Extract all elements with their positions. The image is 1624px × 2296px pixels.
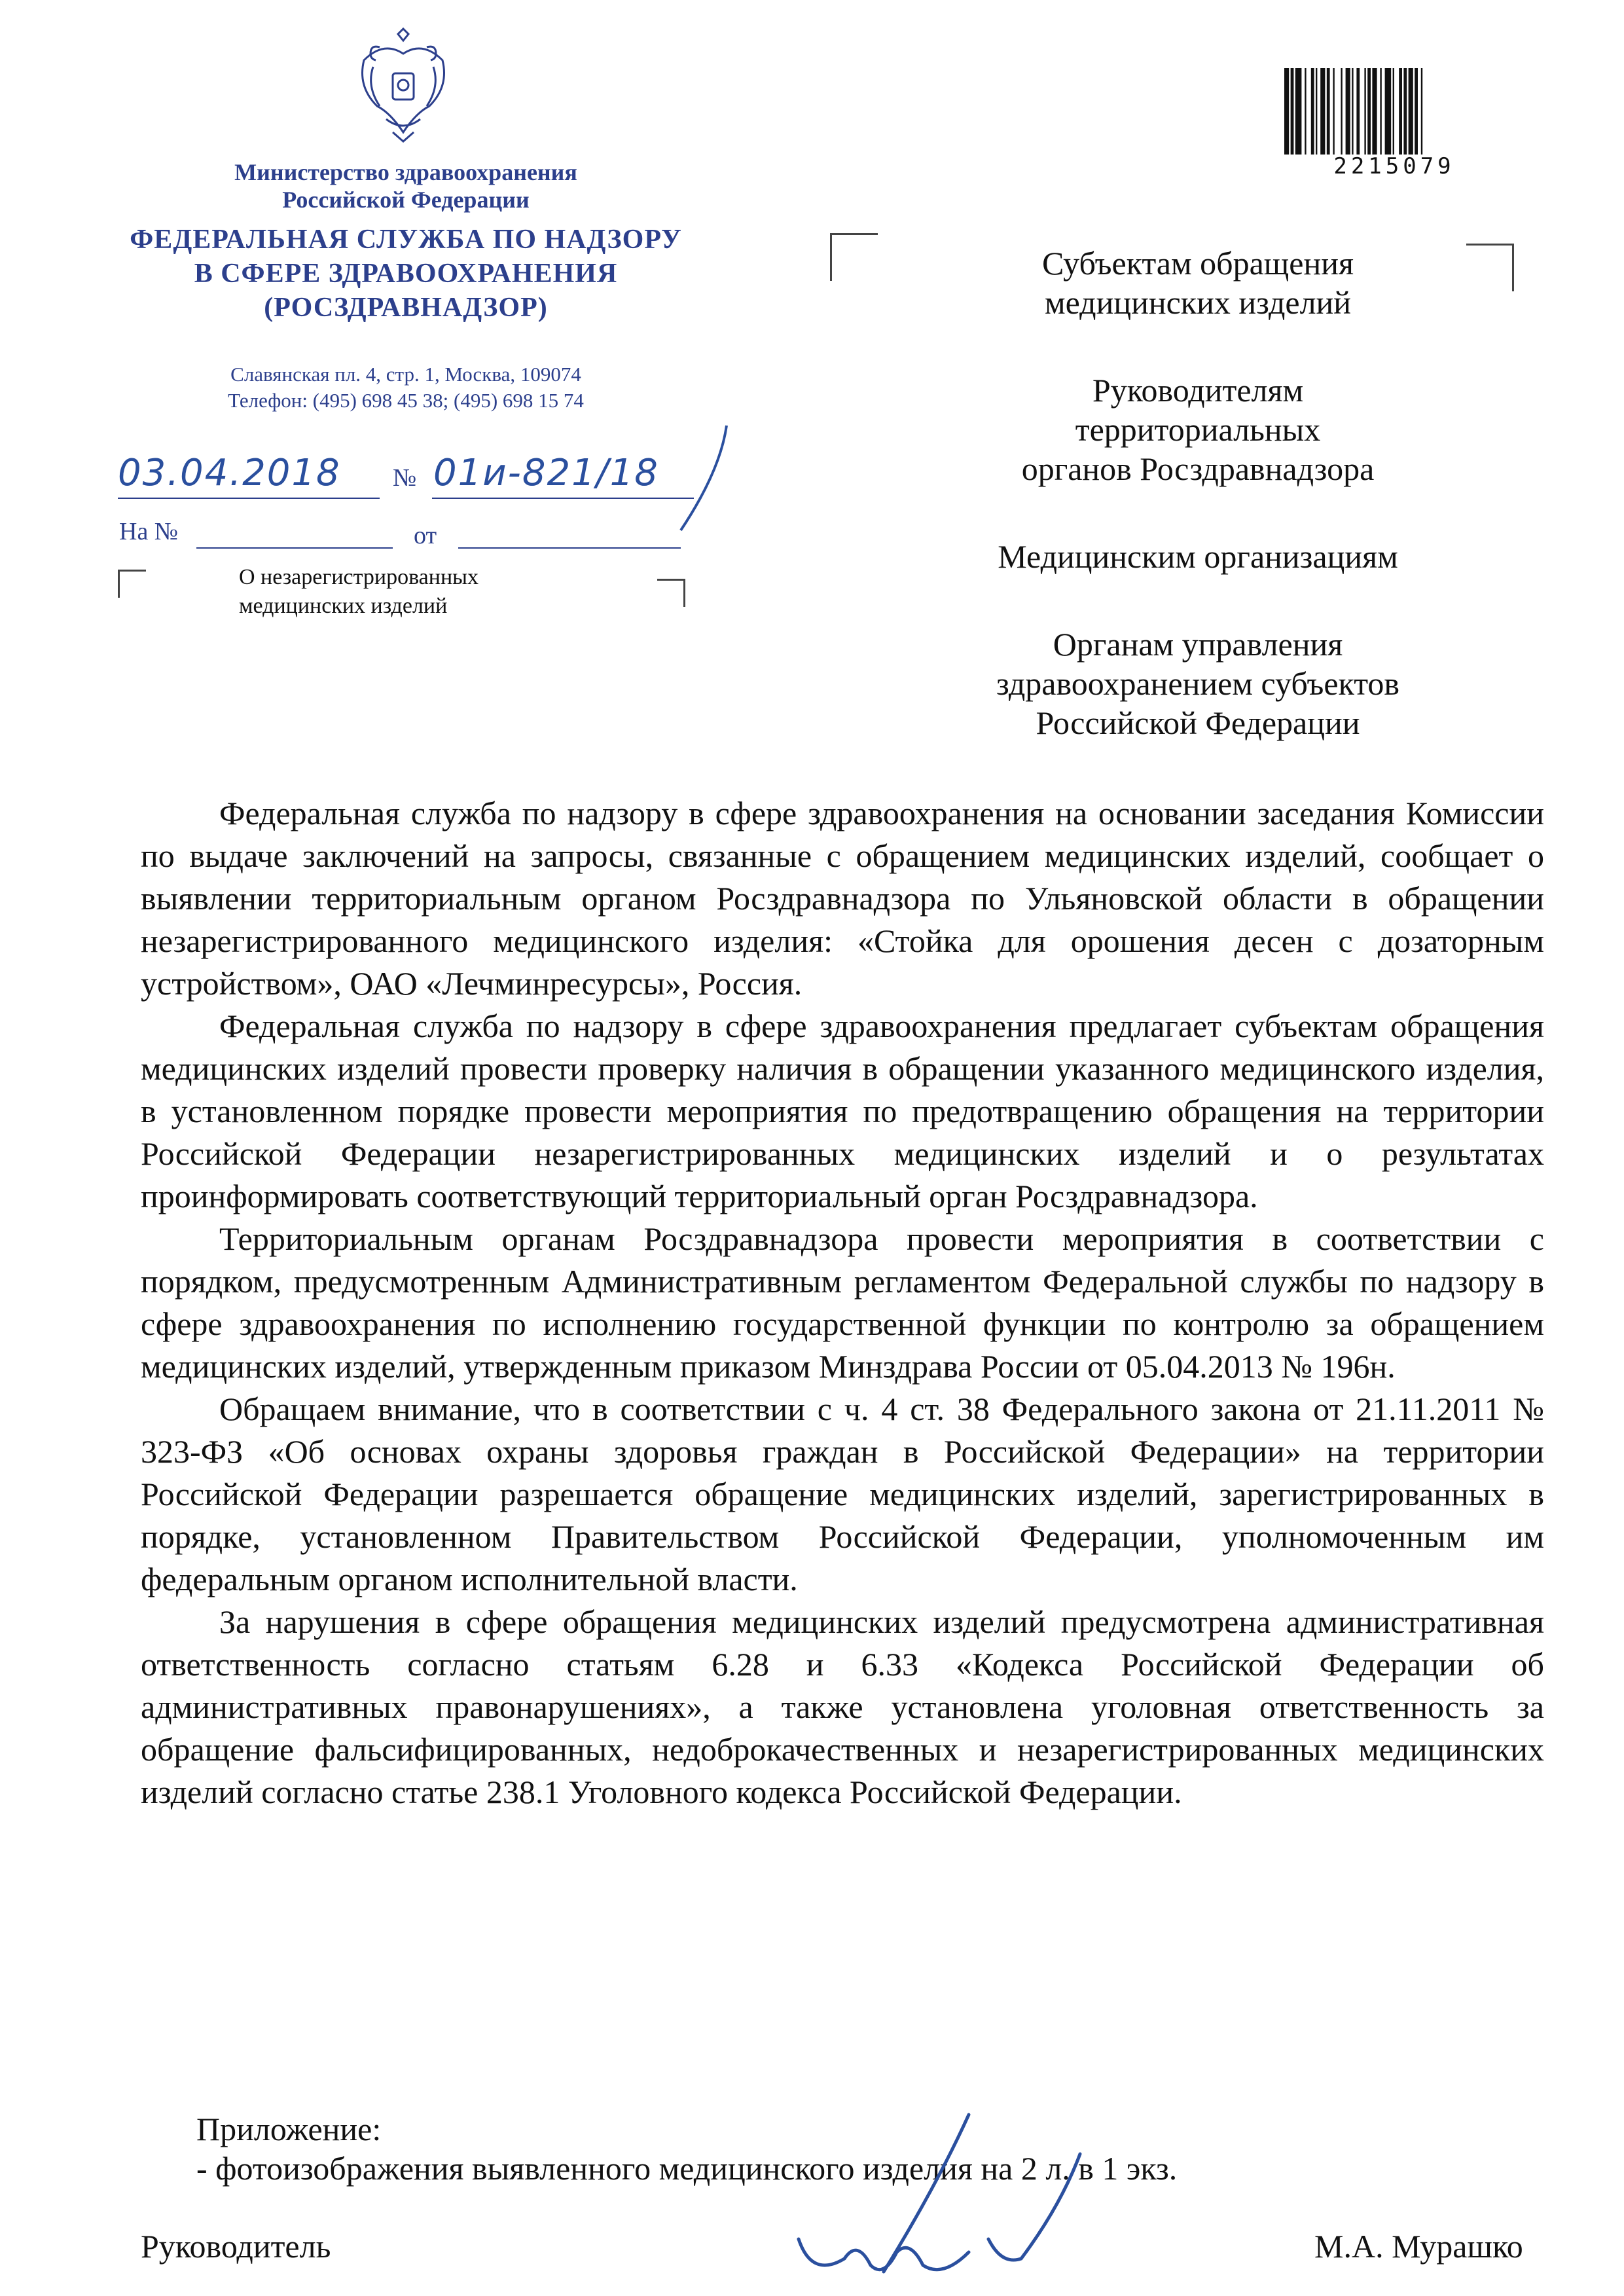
handwritten-signature: [772, 2108, 1139, 2291]
incoming-number-label: На №: [119, 518, 179, 545]
incoming-number-line: [196, 547, 393, 549]
barcode-bar: [1311, 68, 1314, 155]
barcode-bar: [1380, 68, 1381, 155]
barcode-bar: [1327, 68, 1330, 155]
addressee-group: Субъектам обращения медицинских изделий: [1042, 245, 1354, 321]
barcode-bar: [1320, 68, 1325, 155]
barcode-bar: [1305, 68, 1306, 155]
ministry-name: Министерство здравоохранения Российской Федерации: [234, 159, 577, 213]
incoming-date-label: от: [414, 522, 437, 549]
subject-line: О незарегистрированных медицинских изделий: [239, 565, 478, 618]
barcode-bar: [1346, 68, 1350, 155]
barcode-bar: [1333, 68, 1334, 155]
addressee-group: Органам управления здравоохранением субъектов Российской Федерации: [996, 626, 1400, 741]
subject-corner-right: [657, 579, 685, 607]
ref-date: 03.04.2018: [118, 452, 341, 494]
barcode-bar: [1352, 68, 1353, 155]
barcode-bar: [1295, 68, 1302, 155]
ref-slash-mark: [655, 419, 746, 537]
service-address: Славянская пл. 4, стр. 1, Москва, 109074 Телефон: (495) 698 45 38; (495) 698 15 74: [228, 363, 584, 412]
letter-body: [141, 792, 1544, 1813]
ref-date-underline: [118, 498, 380, 499]
signer-title: Руководитель: [141, 2228, 331, 2265]
body-paragraph: Федеральная служба по надзору в сфере здравоохранения на основании заседания Комиссии по выдаче заключений на запросы, связанные с обращением медицинских изделий, сообщает о выявлении территориальным органом Росздравнадзора по Ульяновской области в обращении незарегистрированного медицинского изделия: «Стойка для орошения десен с дозаторным устройством», ОАО «Лечминресурсы», Россия.: [141, 795, 1544, 1002]
ref-number-label: №: [393, 464, 417, 492]
barcode-bar: [1316, 68, 1317, 155]
barcode-bar: [1367, 68, 1371, 155]
barcode-bar: [1291, 68, 1294, 155]
coat-of-arms-emblem-icon: [353, 27, 453, 145]
barcode-bar: [1409, 68, 1413, 155]
attachment-item: - фотоизображения выявленного медицинского изделия на 2 л. в 1 экз.: [196, 2150, 1178, 2187]
ref-number: 01и-821/18: [433, 452, 659, 494]
barcode-icon: [1284, 68, 1504, 155]
service-name: ФЕДЕРАЛЬНАЯ СЛУЖБА ПО НАДЗОРУ В СФЕРЕ ЗДРАВООХРАНЕНИЯ (РОСЗДРАВНАДЗОР): [130, 225, 682, 323]
barcode-number: 2215079: [1333, 153, 1455, 179]
addressee-group: Медицинским организациям: [998, 538, 1398, 575]
addressee-list: [871, 244, 1525, 791]
body-paragraph: За нарушения в сфере обращения медицинских изделий предусмотрена административная ответственность согласно статьям 6.28 и 6.33 «Кодекса Российской Федерации об административных правонарушениях», а также установлена уголовная ответственность за обращение фальсифицированных, недоброкачественных и незарегистрированных медицинских изделий согласно статье 238.1 Уголовного кодекса Российской Федерации.: [141, 1603, 1544, 1810]
barcode-bar: [1403, 68, 1407, 155]
barcode-bar: [1284, 68, 1289, 155]
barcode-bar: [1372, 68, 1377, 155]
barcode-bar: [1385, 68, 1392, 155]
barcode-bar: [1399, 68, 1402, 155]
barcode-bar: [1356, 68, 1360, 155]
incoming-date-line: [458, 547, 681, 549]
barcode-bar: [1421, 68, 1422, 155]
barcode-bar: [1341, 68, 1342, 155]
signer-name: М.А. Мурашко: [1314, 2228, 1523, 2265]
subject-corner-left: [118, 570, 146, 598]
barcode-bar: [1364, 68, 1365, 155]
body-paragraph: Федеральная служба по надзору в сфере здравоохранения предлагает субъектам обращения медицинских изделий провести проверку наличия в обращении указанного медицинского изделия, в установленном порядке провести мероприятия по предотвращению обращения на территории Российской Федерации незарегистрированных медицинских изделий и о результатах проинформировать соответствующий территориальный орган Росздравнадзора.: [141, 1008, 1544, 1214]
body-paragraph: Территориальным органам Росздравнадзора провести мероприятия в соответствии с порядком, предусмотренным Административным регламентом Федеральной службы по надзору в сфере здравоохранения по исполнению государственной функции по контролю за обращением медицинских изделий, утвержденным приказом Минздрава России от 05.04.2013 № 196н.: [141, 1220, 1544, 1385]
addressee-group: Руководителям территориальных органов Росздравнадзора: [1021, 372, 1375, 487]
body-paragraph: Обращаем внимание, что в соответствии с ч. 4 ст. 38 Федерального закона от 21.11.2011 № 323-ФЗ «Об основах охраны здоровья граждан в Российской Федерации» на территории Российской Федерации разрешается обращение медицинских изделий, зарегистрированных в порядке, установленном Правительством Российской Федерации, уполномоченным им федеральным органом исполнительной власти.: [141, 1391, 1544, 1597]
barcode-bar: [1393, 68, 1394, 155]
barcode-bar: [1415, 68, 1418, 155]
attachment-label: Приложение:: [196, 2111, 382, 2147]
